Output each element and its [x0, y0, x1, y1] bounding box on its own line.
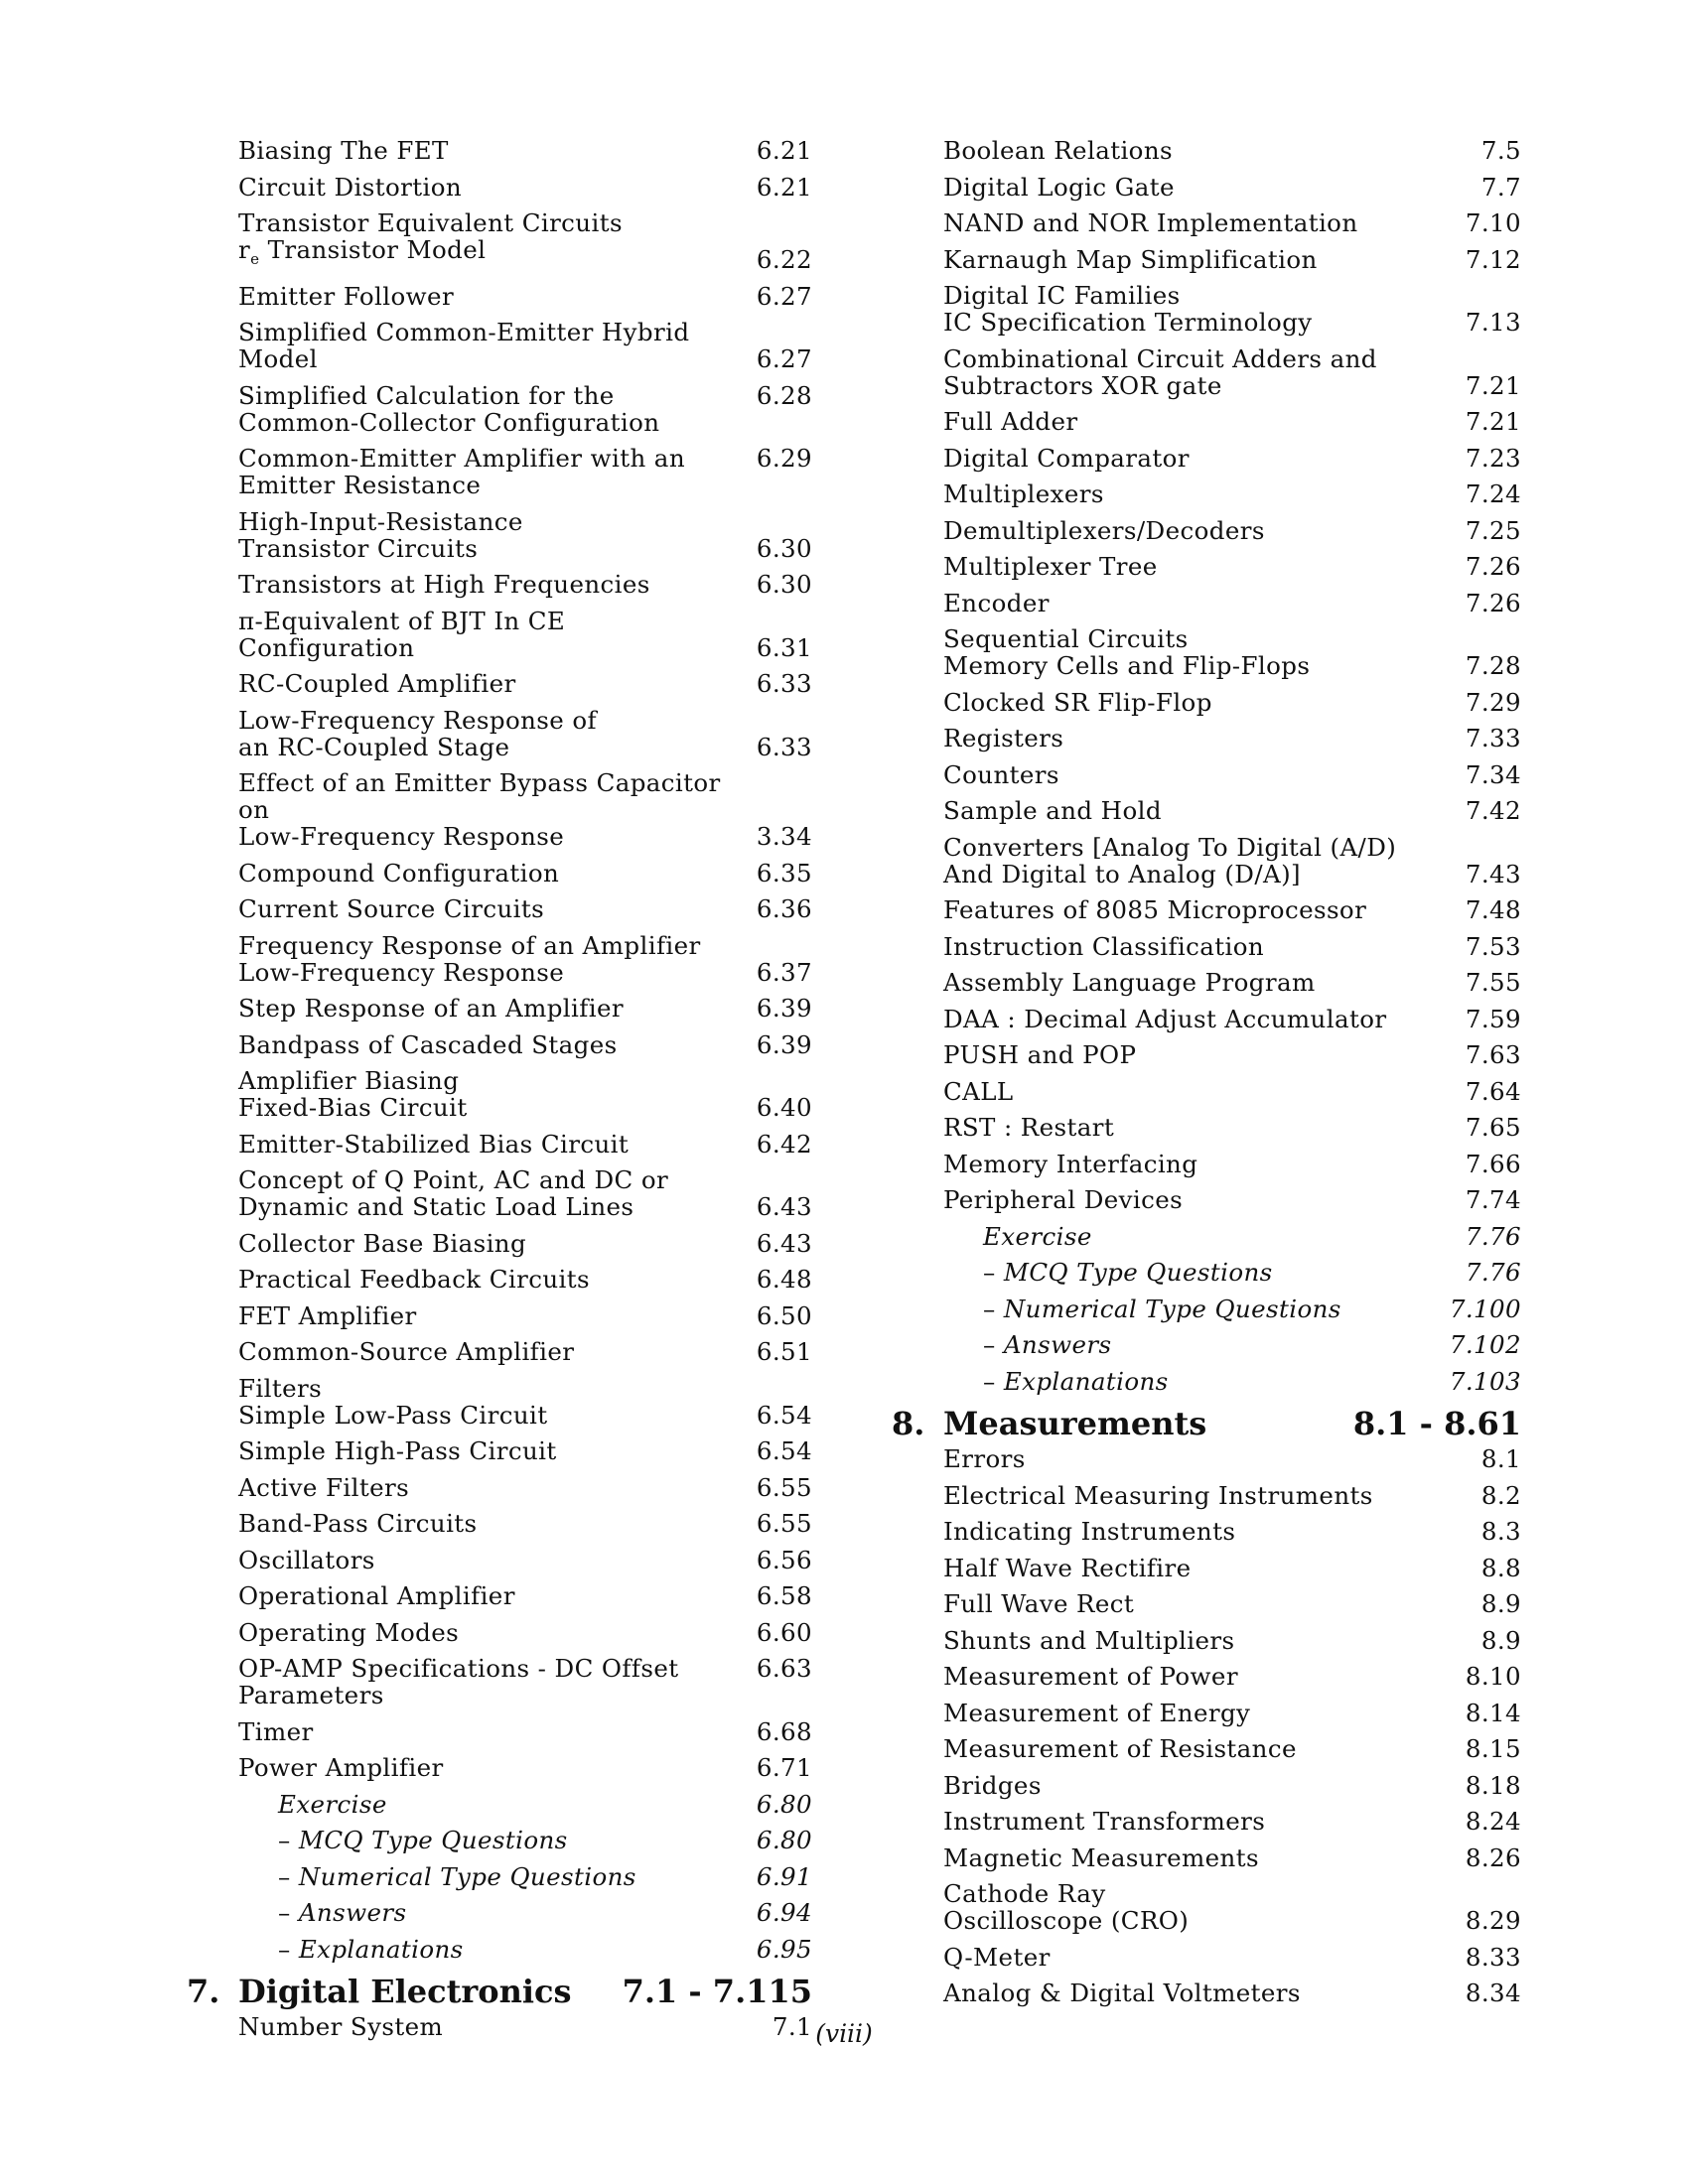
toc-entry: [892, 1700, 1521, 1736]
entry-page-number: 6.91: [756, 1861, 812, 1891]
entry-title: Exercise: [983, 1221, 1092, 1251]
toc-entry: [892, 1518, 1521, 1555]
entry-title: Features of 8085 Microprocessor: [943, 895, 1367, 924]
toc-subentry: [892, 1296, 1521, 1332]
entry-page-number: 6.21: [756, 172, 812, 202]
entry-title: Instrument Transformers: [943, 1807, 1266, 1836]
toc-entry: [892, 1114, 1521, 1151]
entry-page-number: 8.9: [1480, 1625, 1521, 1655]
toc-subentry: [187, 1827, 812, 1863]
entry-page-number: 7.1: [772, 2012, 812, 2041]
entry-title: Multiplexer Tree: [943, 552, 1158, 581]
entry-title: Exercise: [278, 1789, 387, 1819]
toc-entry: [892, 1808, 1521, 1844]
toc-entry: [187, 895, 812, 932]
entry-title: Common-Source Amplifier: [238, 1337, 575, 1366]
entry-title: Practical Feedback Circuits: [238, 1265, 590, 1294]
entry-page-number: 6.33: [756, 732, 812, 761]
entry-title: Shunts and Multipliers: [943, 1625, 1235, 1655]
entry-title: Operating Modes: [238, 1617, 460, 1647]
entry-page-number: 6.37: [756, 957, 812, 987]
toc-entry: [892, 1880, 1521, 1944]
entry-title: Bandpass of Cascaded Stages: [238, 1029, 618, 1059]
entry-page-number: 8.1: [1480, 1444, 1521, 1473]
toc-entry: [892, 689, 1521, 726]
entry-page-number: 8.33: [1465, 1942, 1521, 1972]
entry-page-number: 6.22: [756, 245, 812, 274]
chapter-heading: [892, 1404, 1521, 1445]
entry-page-number: 7.33: [1465, 724, 1521, 752]
toc-entry: [187, 382, 812, 446]
entry-title: Errors: [943, 1444, 1026, 1473]
entry-page-number: 6.95: [756, 1934, 812, 1964]
toc-entry: [892, 1078, 1521, 1115]
toc-entry: [892, 1555, 1521, 1591]
entry-page-number: 7.13: [1465, 308, 1521, 337]
entry-page-number: 8.34: [1465, 1979, 1521, 2007]
entry-title: OP-AMP Specifications - DC Offset Parameters: [238, 1654, 679, 1709]
entry-title-line2: Transistor Model: [267, 235, 487, 264]
toc-entry: [187, 932, 812, 996]
chapter-title: Digital Electronics: [238, 1973, 572, 2010]
entry-page-number: 6.39: [756, 1029, 812, 1059]
toc-entry: [187, 995, 812, 1031]
entry-title: Memory Interfacing: [943, 1149, 1198, 1178]
toc-entry: [892, 1663, 1521, 1700]
toc-entry: [892, 1627, 1521, 1664]
toc-subentry: [892, 1368, 1521, 1405]
toc-entry: [892, 1445, 1521, 1482]
toc-subentry: [892, 1223, 1521, 1260]
entry-title: RST : Restart: [943, 1113, 1115, 1142]
toc-entry: [187, 707, 812, 770]
entry-page-number: 7.28: [1465, 651, 1521, 680]
entry-title: Magnetic Measurements: [943, 1843, 1259, 1872]
page-number: (viii): [815, 2019, 873, 2048]
entry-page-number: 7.55: [1465, 968, 1521, 997]
entry-title: CALL: [943, 1076, 1014, 1106]
toc-entry: [187, 1619, 812, 1656]
toc-entry: [187, 1031, 812, 1068]
entry-page-number: 8.9: [1480, 1589, 1521, 1618]
toc-entry: [892, 1186, 1521, 1223]
entry-page-number: 7.29: [1465, 687, 1521, 717]
entry-page-number: 6.63: [756, 1654, 812, 1683]
entry-page-number: 7.65: [1465, 1113, 1521, 1142]
entry-title: – Numerical Type Questions: [983, 1296, 1521, 1322]
entry-page-number: 6.50: [756, 1300, 812, 1330]
entry-page-number: 7.76: [1465, 1258, 1521, 1287]
entry-title: – Answers: [983, 1331, 1521, 1358]
toc-entry: [892, 969, 1521, 1006]
symbol-subscript: e: [250, 250, 260, 268]
entry-page-number: 7.7: [1480, 172, 1521, 202]
entry-title: FET Amplifier: [238, 1300, 417, 1330]
entry-page-number: 6.33: [756, 669, 812, 698]
toc-entry: [187, 1375, 812, 1438]
toc-entry: [892, 1944, 1521, 1980]
entry-title: Simplified Calculation for the Common-Collector Configuration: [238, 380, 660, 437]
entry-page-number: 6.54: [756, 1436, 812, 1465]
entry-page-number: 7.26: [1465, 552, 1521, 581]
toc-entry: [892, 445, 1521, 481]
chapter-heading: [187, 1972, 812, 2013]
entry-page-number: 6.80: [756, 1826, 812, 1854]
entry-page-number: 6.60: [756, 1617, 812, 1647]
entry-page-number: 6.27: [756, 344, 812, 373]
entry-title: Low-Frequency Response of an RC-Coupled Stage: [238, 705, 597, 761]
entry-title: Measurement of Resistance: [943, 1734, 1297, 1763]
toc-entry: [892, 137, 1521, 174]
toc-entry: [892, 209, 1521, 246]
toc-entry: [892, 480, 1521, 517]
entry-page-number: 6.43: [756, 1228, 812, 1258]
toc-entry: [187, 445, 812, 508]
entry-page-number: 6.71: [756, 1753, 812, 1782]
toc-entry: [892, 797, 1521, 834]
entry-title: Emitter-Stabilized Bias Circuit: [238, 1129, 630, 1159]
toc-entry: [187, 137, 812, 174]
entry-page-number: 7.59: [1465, 1004, 1521, 1033]
entry-title: Digital Comparator: [943, 443, 1190, 473]
toc-entry: [187, 1437, 812, 1474]
entry-page-number: 7.34: [1465, 759, 1521, 789]
toc-entry: [187, 608, 812, 671]
entry-page-number: 7.74: [1465, 1185, 1521, 1214]
entry-page-number: 6.30: [756, 570, 812, 599]
entry-title: Instruction Classification: [943, 931, 1265, 961]
toc-entry: [892, 246, 1521, 283]
entry-title: RC-Coupled Amplifier: [238, 669, 516, 698]
entry-title: Digital IC Families IC Specification Terminology: [943, 281, 1313, 337]
entry-page-number: 6.40: [756, 1093, 812, 1122]
entry-page-number: 6.58: [756, 1581, 812, 1610]
entry-title: Simple High-Pass Circuit: [238, 1436, 557, 1465]
entry-page-number: 6.39: [756, 994, 812, 1023]
toc-entry: [892, 1735, 1521, 1772]
entry-title: Bridges: [943, 1770, 1042, 1800]
entry-page-number: 6.29: [756, 444, 812, 473]
entry-title: Half Wave Rectifire: [943, 1553, 1192, 1582]
entry-title: Indicating Instruments: [943, 1517, 1236, 1546]
entry-title: Amplifier Biasing Fixed-Bias Circuit: [238, 1066, 468, 1122]
entry-page-number: 7.10: [1465, 208, 1521, 237]
entry-title: Step Response of an Amplifier: [238, 994, 624, 1023]
entry-title: Circuit Distortion: [238, 172, 463, 202]
entry-title: Peripheral Devices: [943, 1185, 1184, 1214]
entry-title: Number System: [238, 2012, 444, 2041]
chapter-number: 8.: [892, 1405, 925, 1442]
toc-entry: [892, 896, 1521, 933]
entry-page-number: 7.12: [1465, 244, 1521, 274]
toc-entry: [187, 1474, 812, 1511]
toc-entry: [892, 761, 1521, 798]
toc-entry: [187, 1166, 812, 1230]
entry-page-number: 7.64: [1465, 1076, 1521, 1106]
entry-title: Q-Meter: [943, 1942, 1051, 1972]
entry-page-number: 6.30: [756, 533, 812, 563]
entry-title: Boolean Relations: [943, 136, 1173, 165]
chapter-page-range: 8.1 - 8.61: [1352, 1405, 1521, 1442]
toc-entry: [892, 590, 1521, 626]
chapter-title: Measurements: [943, 1405, 1207, 1442]
toc-entry: [187, 1754, 812, 1791]
entry-title: Filters Simple Low-Pass Circuit: [238, 1373, 548, 1430]
toc-entry: [892, 1041, 1521, 1078]
toc-entry: [187, 1338, 812, 1375]
toc-entry: [892, 1590, 1521, 1627]
entry-page-number: 7.100: [1449, 1294, 1521, 1323]
entry-page-number: 8.14: [1465, 1698, 1521, 1727]
entry-title: Counters: [943, 759, 1059, 789]
entry-page-number: 6.51: [756, 1337, 812, 1366]
entry-title: Encoder: [943, 588, 1050, 617]
entry-page-number: 6.55: [756, 1509, 812, 1538]
entry-title: Cathode Ray Oscilloscope (CRO): [943, 1879, 1190, 1935]
entry-title: Multiplexers: [943, 479, 1104, 508]
toc-entry: [187, 1655, 812, 1718]
entry-title: Biasing The FET: [238, 136, 449, 165]
entry-title: – Explanations: [278, 1936, 812, 1963]
entry-page-number: 6.56: [756, 1545, 812, 1574]
entry-page-number: 7.102: [1449, 1330, 1521, 1359]
entry-title: Assembly Language Program: [943, 968, 1316, 997]
entry-title: PUSH and POP: [943, 1040, 1137, 1069]
toc-entry: [187, 1067, 812, 1131]
entry-page-number: 7.63: [1465, 1040, 1521, 1069]
entry-page-number: 7.76: [1465, 1221, 1521, 1251]
toc-subentry: [187, 1899, 812, 1936]
toc-entry: [187, 209, 812, 283]
symbol-r: r: [238, 235, 251, 264]
entry-page-number: 8.3: [1480, 1517, 1521, 1546]
entry-page-number: 7.21: [1465, 407, 1521, 436]
entry-page-number: 7.23: [1465, 443, 1521, 473]
toc-right-column: [892, 137, 1521, 2016]
entry-page-number: 6.35: [756, 858, 812, 887]
entry-title: Sequential Circuits Memory Cells and Flip-Flops: [943, 624, 1311, 680]
entry-page-number: 6.48: [756, 1265, 812, 1294]
entry-page-number: 6.68: [756, 1716, 812, 1746]
entry-page-number: 6.28: [756, 380, 812, 410]
entry-title: Power Amplifier: [238, 1753, 444, 1782]
entry-title: DAA : Decimal Adjust Accumulator: [943, 1004, 1387, 1033]
entry-page-number: 6.36: [756, 894, 812, 923]
toc-entry: [892, 1006, 1521, 1042]
entry-title: – Explanations: [983, 1368, 1521, 1395]
toc-entry: [187, 1718, 812, 1755]
toc-entry: [187, 1266, 812, 1302]
entry-title: Electrical Measuring Instruments: [943, 1480, 1373, 1510]
entry-title: – MCQ Type Questions: [983, 1259, 1521, 1286]
toc-subentry: [187, 1791, 812, 1828]
entry-title: Converters [Analog To Digital (A/D) And Digital to Analog (D/A)]: [943, 832, 1397, 888]
toc-entry: [892, 345, 1521, 409]
entry-title: Compound Configuration: [238, 858, 560, 887]
entry-page-number: 8.8: [1480, 1553, 1521, 1582]
entry-title: Effect of an Emitter Bypass Capacitor on Low-Frequency Response: [238, 768, 721, 851]
entry-page-number: 6.80: [756, 1789, 812, 1819]
entry-page-number: 8.26: [1465, 1843, 1521, 1872]
entry-title: Frequency Response of an Amplifier Low-Frequency Response: [238, 930, 701, 987]
entry-page-number: 6.21: [756, 136, 812, 165]
entry-title: Combinational Circuit Adders and Subtractors XOR gate: [943, 343, 1377, 400]
entry-title: Measurement of Power: [943, 1662, 1238, 1691]
entry-title: Current Source Circuits: [238, 894, 545, 923]
entry-title: Full Adder: [943, 407, 1078, 436]
toc-entry: [892, 517, 1521, 554]
toc-entry: [892, 1151, 1521, 1187]
toc-subentry: [892, 1331, 1521, 1368]
toc-entry: [892, 933, 1521, 970]
entry-page-number: 6.43: [756, 1192, 812, 1221]
entry-title: Timer: [238, 1716, 314, 1746]
entry-title: Operational Amplifier: [238, 1581, 515, 1610]
entry-page-number: 7.42: [1465, 796, 1521, 825]
entry-page-number: 6.94: [756, 1898, 812, 1927]
entry-title: π-Equivalent of BJT In CE Configuration: [238, 606, 566, 662]
entry-page-number: 7.24: [1465, 479, 1521, 508]
entry-title: High-Input-Resistance Transistor Circuits: [238, 506, 523, 563]
toc-entry: [892, 1482, 1521, 1519]
entry-page-number: 8.2: [1480, 1480, 1521, 1510]
entry-page-number: 3.34: [756, 822, 812, 851]
toc-entry: [892, 1772, 1521, 1809]
entry-page-number: 8.10: [1465, 1662, 1521, 1691]
entry-page-number: 6.42: [756, 1129, 812, 1159]
toc-entry: [892, 625, 1521, 689]
entry-title: – Answers: [278, 1899, 812, 1926]
toc-entry: [187, 769, 812, 860]
toc-entry: [187, 1131, 812, 1167]
toc-entry: [187, 1302, 812, 1339]
chapter-page-range: 7.1 - 7.115: [622, 1973, 812, 2010]
entry-page-number: 7.26: [1465, 588, 1521, 617]
entry-page-number: 7.25: [1465, 515, 1521, 545]
toc-subentry: [892, 1259, 1521, 1296]
toc-left-column: [187, 137, 812, 2050]
entry-title: – Numerical Type Questions: [278, 1863, 812, 1890]
toc-entry: [892, 282, 1521, 345]
entry-title: Oscillators: [238, 1545, 375, 1574]
entry-page-number: 8.15: [1465, 1734, 1521, 1763]
entry-page-number: 8.29: [1465, 1906, 1521, 1935]
entry-title: Band-Pass Circuits: [238, 1509, 478, 1538]
entry-title: [238, 209, 812, 273]
entry-title: Analog & Digital Voltmeters: [943, 1979, 1301, 2007]
toc-entry: [187, 1510, 812, 1547]
toc-entry: [892, 408, 1521, 445]
entry-page-number: 8.18: [1465, 1770, 1521, 1800]
entry-page-number: 7.53: [1465, 931, 1521, 961]
entry-title: Digital Logic Gate: [943, 172, 1175, 202]
entry-page-number: 7.43: [1465, 859, 1521, 888]
toc-entry: [892, 834, 1521, 897]
toc-entry: [187, 860, 812, 896]
toc-entry: [187, 508, 812, 572]
entry-title-line1: Transistor Equivalent Circuits: [238, 208, 623, 237]
toc-entry: [892, 174, 1521, 210]
toc-subentry: [187, 1936, 812, 1973]
entry-title: Karnaugh Map Simplification: [943, 244, 1318, 274]
entry-page-number: 6.31: [756, 632, 812, 662]
toc-entry: [892, 1979, 1521, 2016]
toc-subentry: [187, 1863, 812, 1900]
entry-title: Emitter Follower: [238, 281, 455, 311]
toc-entry: [187, 670, 812, 707]
entry-title: Full Wave Rect: [943, 1589, 1135, 1618]
toc-entry: [892, 1844, 1521, 1881]
toc-entry: [187, 283, 812, 320]
entry-title: Common-Emitter Amplifier with an Emitter Resistance: [238, 444, 685, 499]
entry-page-number: 7.103: [1449, 1366, 1521, 1396]
entry-page-number: 7.5: [1480, 136, 1521, 165]
entry-page-number: 7.66: [1465, 1149, 1521, 1178]
entry-title: Clocked SR Flip-Flop: [943, 687, 1212, 717]
entry-page-number: 6.55: [756, 1472, 812, 1502]
toc-entry: [892, 553, 1521, 590]
chapter-number: 7.: [187, 1973, 220, 2010]
toc-entry: [187, 1230, 812, 1267]
toc-entry: [187, 174, 812, 210]
entry-page-number: 7.21: [1465, 370, 1521, 400]
toc-entry: [187, 1582, 812, 1619]
entry-page-number: 7.48: [1465, 895, 1521, 924]
entry-title: Concept of Q Point, AC and DC or Dynamic and Static Load Lines: [238, 1165, 669, 1221]
entry-title: – MCQ Type Questions: [278, 1827, 812, 1853]
entry-page-number: 8.24: [1465, 1807, 1521, 1836]
entry-page-number: 6.27: [756, 281, 812, 311]
toc-entry: [187, 1547, 812, 1583]
toc-entry: [187, 319, 812, 382]
toc-entry: [892, 725, 1521, 761]
entry-title: Measurement of Energy: [943, 1698, 1251, 1727]
toc-entry: [187, 571, 812, 608]
entry-title: Transistors at High Frequencies: [238, 570, 650, 599]
entry-title: Demultiplexers/Decoders: [943, 515, 1265, 545]
entry-title: Sample and Hold: [943, 796, 1162, 825]
entry-title: Active Filters: [238, 1472, 410, 1502]
entry-title: Registers: [943, 724, 1064, 752]
entry-title: Simplified Common-Emitter Hybrid Model: [238, 318, 690, 373]
entry-page-number: 6.54: [756, 1400, 812, 1430]
entry-title: NAND and NOR Implementation: [943, 208, 1358, 237]
entry-title: Collector Base Biasing: [238, 1228, 527, 1258]
